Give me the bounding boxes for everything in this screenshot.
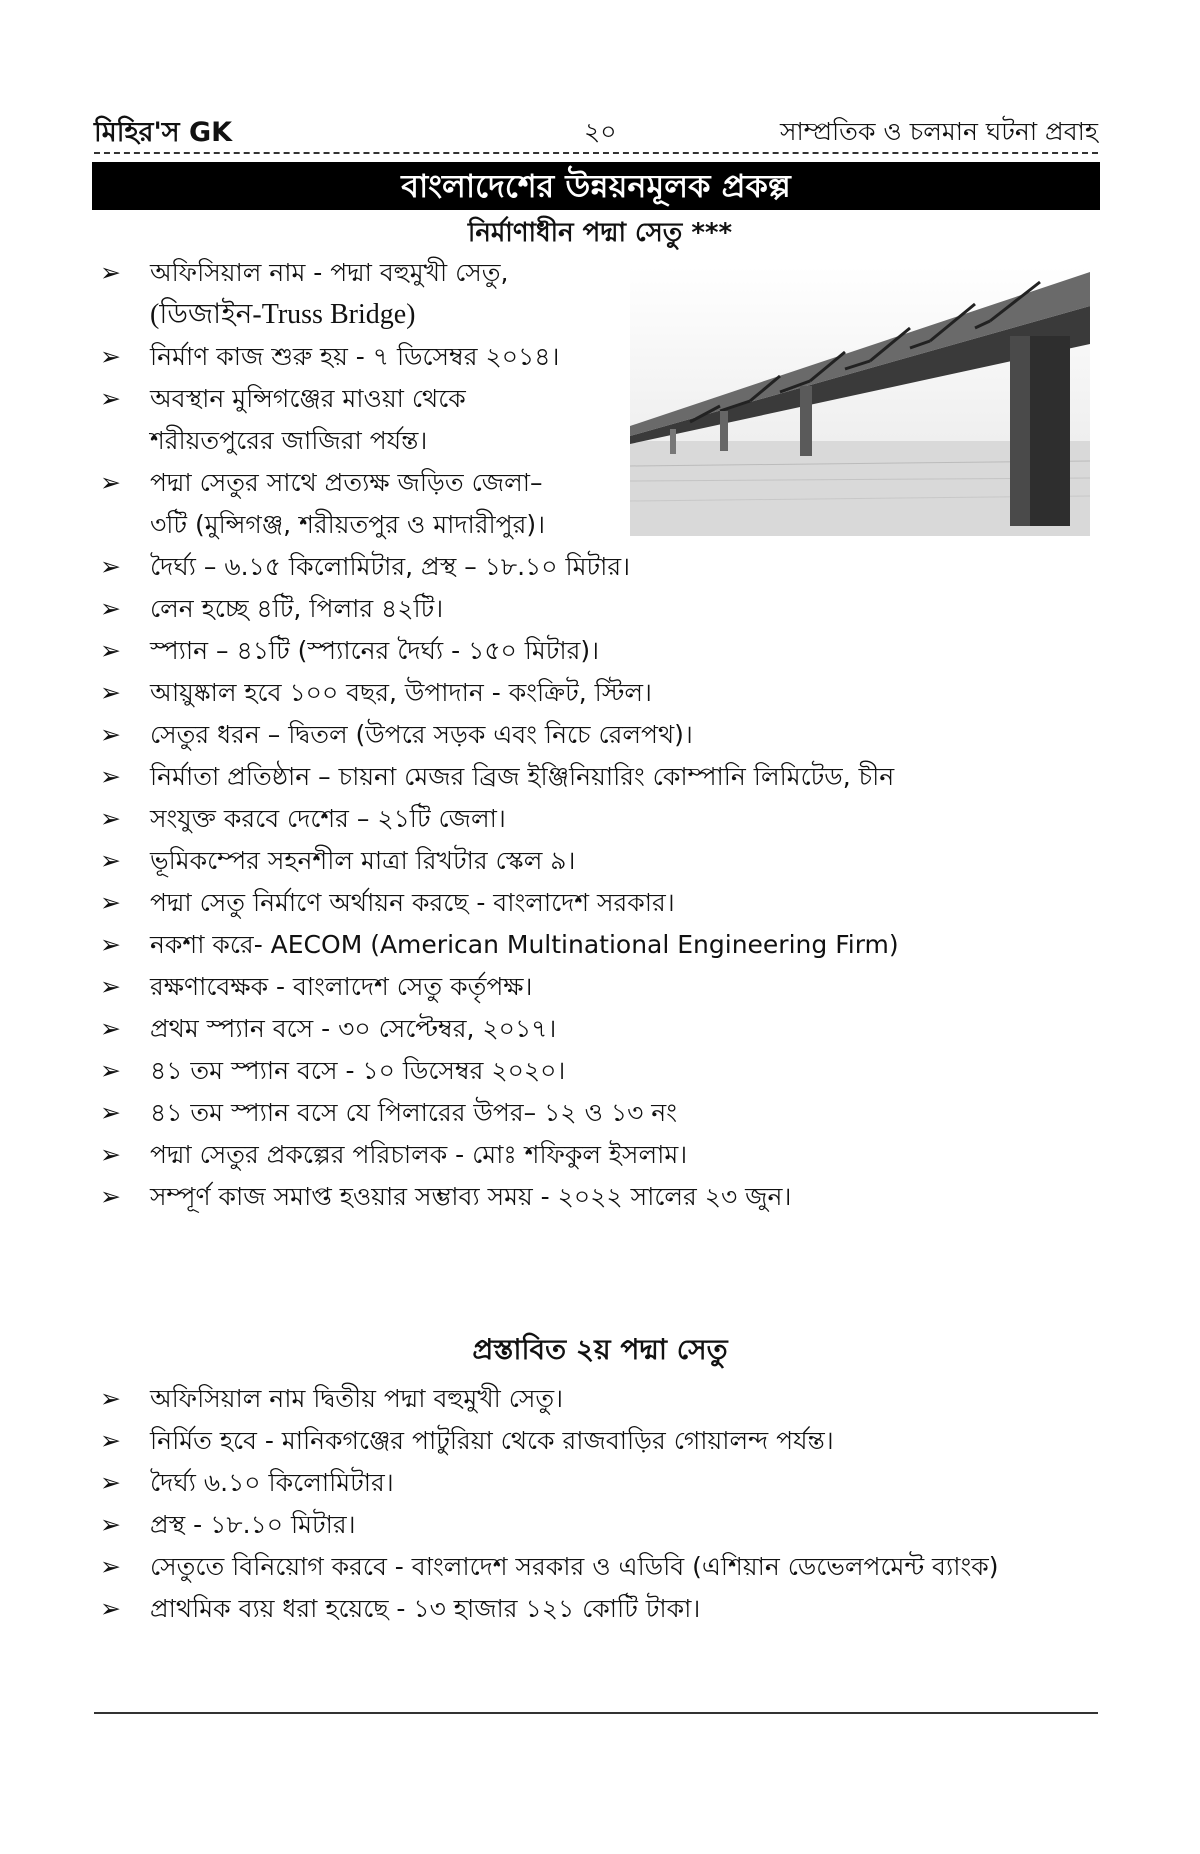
list-item (100, 1176, 899, 1218)
list-item (100, 882, 899, 924)
bullet-arrow-icon: ➢ (100, 1182, 121, 1211)
fact-text: নির্মাণ কাজ শুরু হয় - ৭ ডিসেম্বর ২০১৪। (150, 342, 560, 371)
bullet-arrow-icon: ➢ (100, 1510, 121, 1539)
bullet-arrow-icon: ➢ (100, 1468, 121, 1497)
bullet-arrow-icon: ➢ (100, 1594, 121, 1623)
list-item (100, 966, 899, 1008)
bullet-arrow-icon: ➢ (100, 888, 121, 917)
padma-bridge-facts (100, 252, 899, 1218)
fact-text: নির্মাতা প্রতিষ্ঠান – চায়না মেজর ব্রিজ ইঞ্জিনিয়ারিং কোম্পানি লিমিটেড, চীন (150, 762, 895, 791)
fact-text: সেতুর ধরন – দ্বিতল (উপরে সড়ক এবং নিচে রেলপথ)। (150, 720, 693, 749)
fact-text: নির্মিত হবে - মানিকগঞ্জের পাটুরিয়া থেকে রাজবাড়ির গোয়ালন্দ পর্যন্ত। (150, 1426, 834, 1455)
list-item (100, 840, 899, 882)
fact-text: দৈর্ঘ্য – ৬.১৫ কিলোমিটার, প্রস্থ – ১৮.১০ মিটার। (150, 552, 631, 581)
list-item (100, 546, 899, 588)
bullet-arrow-icon: ➢ (100, 258, 121, 287)
fact-text: নকশা করে- AECOM (American Multinational Engineering Firm) (150, 930, 899, 959)
bullet-arrow-icon: ➢ (100, 636, 121, 665)
bullet-arrow-icon: ➢ (100, 594, 121, 623)
bullet-arrow-icon: ➢ (100, 1098, 121, 1127)
fact-text: রক্ষণাবেক্ষক - বাংলাদেশ সেতু কর্তৃপক্ষ। (150, 972, 533, 1001)
fact-subtext: ৩টি (মুন্সিগঞ্জ, শরীয়তপুর ও মাদারীপুর)। (150, 510, 546, 539)
bullet-arrow-icon: ➢ (100, 804, 121, 833)
bullet-arrow-icon: ➢ (100, 468, 121, 497)
bullet-arrow-icon: ➢ (100, 1014, 121, 1043)
fact-text: ভূমিকম্পের সহনশীল মাত্রা রিখটার স্কেল ৯। (150, 846, 576, 875)
list-item (100, 1050, 899, 1092)
bullet-arrow-icon: ➢ (100, 846, 121, 875)
fact-text: স্প্যান – ৪১টি (স্প্যানের দৈর্ঘ্য - ১৫০ মিটার)। (150, 636, 600, 665)
page-header (94, 112, 1098, 152)
bullet-arrow-icon: ➢ (100, 1140, 121, 1169)
fact-text: আয়ুষ্কাল হবে ১০০ বছর, উপাদান - কংক্রিট, স্টিল। (150, 678, 652, 707)
header-section-title: সাম্প্রতিক ও চলমান ঘটনা প্রবাহ (779, 117, 1098, 146)
fact-text: পদ্মা সেতুর প্রকল্পের পরিচালক - মোঃ শফিকুল ইসলাম। (150, 1140, 688, 1169)
fact-text: পদ্মা সেতু নির্মাণে অর্থায়ন করছে - বাংলাদেশ সরকার। (150, 888, 675, 917)
list-item (100, 462, 710, 546)
bullet-arrow-icon: ➢ (100, 762, 121, 791)
list-item (100, 756, 899, 798)
bullet-arrow-icon: ➢ (100, 1384, 121, 1413)
bullet-arrow-icon: ➢ (100, 720, 121, 749)
bullet-arrow-icon: ➢ (100, 552, 121, 581)
fact-text: সেতুতে বিনিয়োগ করবে - বাংলাদেশ সরকার ও এডিবি (এশিয়ান ডেভেলপমেন্ট ব্যাংক) (150, 1552, 999, 1581)
list-item (100, 630, 899, 672)
bullet-arrow-icon: ➢ (100, 1552, 121, 1581)
bullet-arrow-icon: ➢ (100, 384, 121, 413)
list-item (100, 1588, 998, 1630)
list-item (100, 336, 710, 378)
footer-divider (94, 1712, 1098, 1714)
fact-text: সম্পূর্ণ কাজ সমাপ্ত হওয়ার সম্ভাব্য সময় - ২০২২ সালের ২৩ জুন। (150, 1182, 792, 1211)
fact-text: অফিসিয়াল নাম - পদ্মা বহুমুখী সেতু, (150, 258, 509, 287)
list-item (100, 1546, 998, 1588)
header-brand: মিহির'স GK (94, 117, 233, 148)
section-title-second-padma-bridge: প্রস্তাবিত ২য় পদ্মা সেতু (472, 1333, 728, 1366)
fact-text: ৪১ তম স্প্যান বসে - ১০ ডিসেম্বর ২০২০। (150, 1056, 566, 1085)
chapter-banner: বাংলাদেশের উন্নয়নমূলক প্রকল্প (92, 162, 1100, 210)
fact-text: প্রথম স্প্যান বসে - ৩০ সেপ্টেম্বর, ২০১৭। (150, 1014, 557, 1043)
fact-text: ৪১ তম স্প্যান বসে যে পিলারের উপর– ১২ ও ১৩ নং (150, 1098, 677, 1127)
list-item (100, 252, 710, 336)
bullet-arrow-icon: ➢ (100, 1426, 121, 1455)
list-item (100, 1092, 899, 1134)
fact-text: প্রাথমিক ব্যয় ধরা হয়েছে - ১৩ হাজার ১২১ কোটি টাকা। (150, 1594, 701, 1623)
bullet-arrow-icon: ➢ (100, 342, 121, 371)
fact-text: প্রস্থ - ১৮.১০ মিটার। (150, 1510, 356, 1539)
fact-text: অবস্থান মুন্সিগঞ্জের মাওয়া থেকে (150, 384, 466, 413)
page-number: ২০ (584, 117, 617, 146)
list-item (100, 924, 899, 966)
header-divider (94, 152, 1098, 154)
section-title-padma-bridge: নির্মাণাধীন পদ্মা সেতু *** (467, 218, 733, 248)
list-item (100, 714, 899, 756)
list-item (100, 1134, 899, 1176)
list-item (100, 378, 710, 462)
list-item (100, 1378, 998, 1420)
list-item (100, 588, 899, 630)
list-item (100, 798, 899, 840)
fact-subtext: শরীয়তপুরের জাজিরা পর্যন্ত। (150, 426, 428, 455)
fact-text: পদ্মা সেতুর সাথে প্রত্যক্ষ জড়িত জেলা– (150, 468, 543, 497)
list-item (100, 1420, 998, 1462)
list-item (100, 1462, 998, 1504)
second-padma-bridge-facts (100, 1378, 998, 1630)
bullet-arrow-icon: ➢ (100, 930, 121, 959)
list-item (100, 672, 899, 714)
fact-text: অফিসিয়াল নাম দ্বিতীয় পদ্মা বহুমুখী সেতু। (150, 1384, 564, 1413)
fact-subtext: (ডিজাইন-Truss Bridge) (150, 299, 416, 330)
list-item (100, 1504, 998, 1546)
fact-text: দৈর্ঘ্য ৬.১০ কিলোমিটার। (150, 1468, 394, 1497)
fact-text: লেন হচ্ছে ৪টি, পিলার ৪২টি। (150, 594, 444, 623)
bullet-arrow-icon: ➢ (100, 678, 121, 707)
list-item (100, 1008, 899, 1050)
fact-text: সংযুক্ত করবে দেশের – ২১টি জেলা। (150, 804, 506, 833)
bullet-arrow-icon: ➢ (100, 1056, 121, 1085)
bullet-arrow-icon: ➢ (100, 972, 121, 1001)
